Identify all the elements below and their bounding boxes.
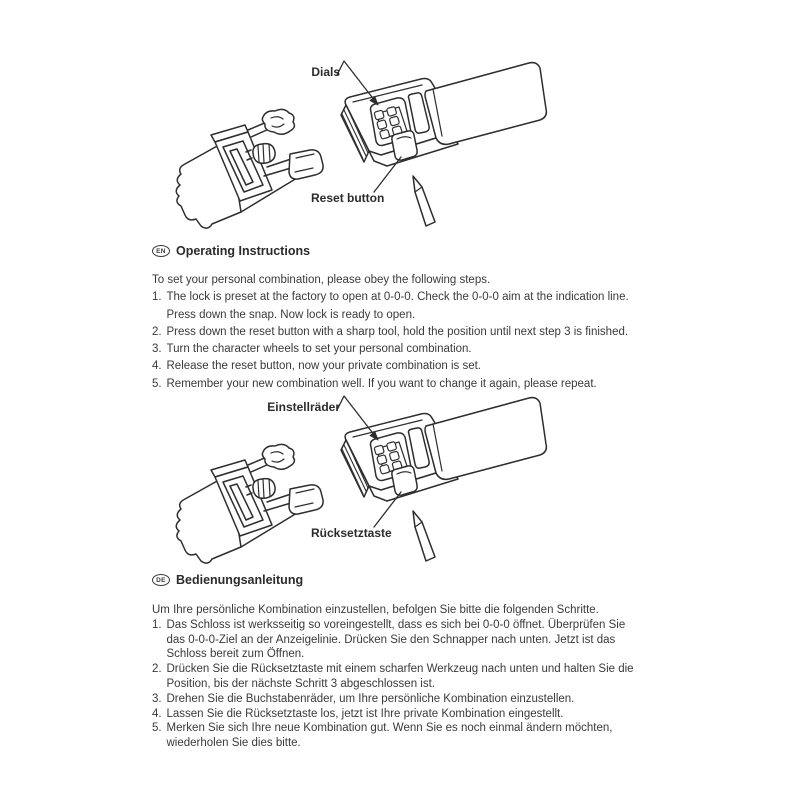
- einstellraeder-label: Einstellräder: [267, 400, 340, 414]
- buckle-lock-diagram-de: [163, 390, 553, 580]
- buckle-lock-diagram-en: [163, 55, 553, 245]
- en-step-1: 1. The lock is preset at the factory to open at 0-0-0. Check the 0-0-0 aim at the indication line. Press down the snap. Now lock is ready to open.: [152, 291, 629, 321]
- en-step-2: 2. Press down the reset button with a sharp tool, hold the position until next step 3 is finished.: [152, 325, 629, 338]
- de-step-5: 5. Merken Sie sich Ihre neue Kombination gut. Wenn Sie es noch einmal ändern möchten, wiederholen Sie dies bitte.: [152, 722, 613, 750]
- de-language-badge-icon: DE: [152, 574, 170, 586]
- de-intro: Um Ihre persönliche Kombination einzustellen, befolgen Sie bitte die folgenden Schritte.: [152, 604, 599, 616]
- de-heading-title: Bedienungsanleitung: [176, 573, 304, 587]
- en-heading-title: Operating Instructions: [176, 244, 311, 258]
- ruecksetztaste-label: Rücksetztaste: [311, 526, 392, 540]
- en-intro: To set your personal combination, please obey the following steps.: [152, 274, 491, 286]
- reset-button-label: Reset button: [311, 191, 385, 205]
- en-step-3: 3. Turn the character wheels to set your personal combination.: [152, 343, 472, 356]
- de-step-1: 1. Das Schloss ist werksseitig so voreingestellt, dass es sich bei 0-0-0 öffnet. Überprüfen Sie das 0-0-0-Ziel an der Anzeigelinie. Drücken Sie den Schnapper nach unten. Jetzt ist das Schloss bereit zum Öffnen.: [152, 618, 626, 661]
- en-step-5: 5. Remember your new combination well. If you want to change it again, please repeat.: [152, 377, 597, 390]
- de-step-2: 2. Drücken Sie die Rücksetztaste mit einem scharfen Werkzeug nach unten und halten Sie die Position, bis der nächste Schritt 3 abgeschlossen ist.: [152, 663, 634, 690]
- de-instructions: [152, 603, 692, 751]
- en-step-4: 4. Release the reset button, now your private combination is set.: [152, 360, 482, 373]
- en-instructions: [152, 272, 692, 393]
- de-section-heading: [152, 573, 303, 587]
- dials-label: Dials: [311, 65, 340, 79]
- de-step-4: 4. Lassen Sie die Rücksetztaste los, jetzt ist Ihre private Kombination eingestellt.: [152, 707, 564, 720]
- en-section-heading: [152, 244, 310, 258]
- en-language-badge-icon: EN: [152, 245, 170, 257]
- de-step-3: 3. Drehen Sie die Buchstabenräder, um Ihre persönliche Kombination einzustellen.: [152, 692, 575, 705]
